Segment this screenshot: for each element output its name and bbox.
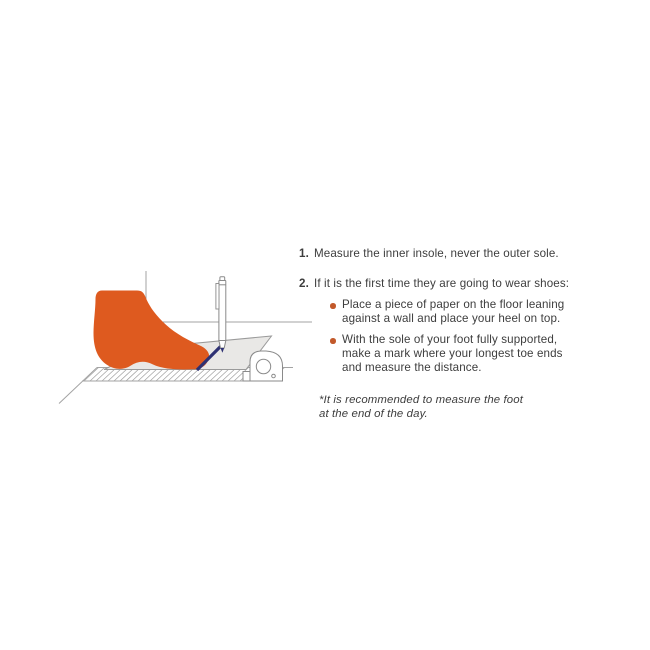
bullet-1-line-1: Place a piece of paper on the floor leaning bbox=[342, 298, 565, 311]
bullet-2-dot bbox=[330, 338, 336, 344]
step-1-number: 1. bbox=[299, 247, 309, 260]
step-2 bbox=[299, 277, 569, 291]
bullet-1 bbox=[342, 298, 564, 326]
bullet-2-line-2: make a mark where your longest toe ends bbox=[342, 347, 563, 360]
footnote-line-2: at the end of the day. bbox=[319, 408, 428, 420]
bullet-2-line-1: With the sole of your foot fully supported, bbox=[342, 333, 558, 346]
footnote bbox=[319, 393, 523, 421]
bullet-1-line-2: against a wall and place your heel on top. bbox=[342, 312, 561, 325]
footnote-line-1: *It is recommended to measure the foot bbox=[319, 394, 523, 406]
bullet-2-line-3: and measure the distance. bbox=[342, 361, 482, 374]
step-2-number: 2. bbox=[299, 277, 309, 290]
step-1 bbox=[299, 247, 559, 261]
step-2-text: If it is the first time they are going to wear shoes: bbox=[314, 277, 570, 290]
bullet-2 bbox=[342, 333, 563, 375]
step-1-text: Measure the inner insole, never the outer sole. bbox=[314, 247, 559, 260]
bullet-1-dot bbox=[330, 303, 336, 309]
